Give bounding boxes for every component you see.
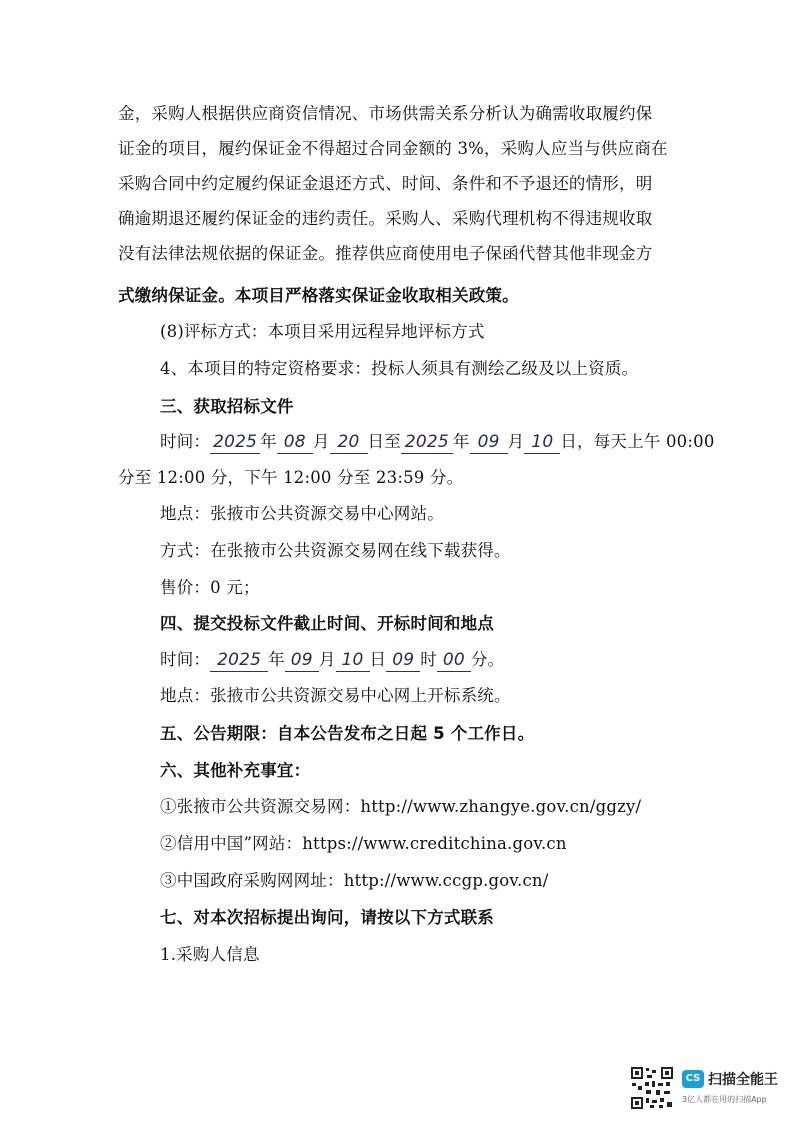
- paragraph-line-2: 证金的项目，履约保证金不得超过合同金额的 3%，采购人应当与供应商在: [118, 139, 668, 158]
- section3-price: 售价：0 元；: [160, 578, 260, 597]
- month-char: 月: [318, 650, 336, 669]
- paragraph-line-3: 采购合同中约定履约保证金退还方式、时间、条件和不予退还的情形，明: [118, 174, 653, 193]
- link-ccgp[interactable]: ③中国政府采购网网址：http://www.ccgp.gov.cn/: [160, 871, 549, 890]
- paragraph-line-6: 式缴纳保证金。本项目严格落实保证金收取相关政策。: [118, 286, 519, 305]
- handwritten-day: 10: [336, 650, 370, 670]
- time-tail: 日，每天上午 00:00: [560, 432, 715, 451]
- paragraph-line-4: 确逾期退还履约保证金的违约责任。采购人、采购代理机构不得违规收取: [118, 209, 653, 228]
- paragraph-line-1: 金，采购人根据供应商资信情况、市场供需关系分析认为确需收取履约保: [118, 104, 653, 123]
- year-char: 年: [452, 432, 470, 451]
- hour-char: 时: [420, 650, 437, 669]
- time-label: 时间：: [160, 432, 211, 451]
- qualification-requirement: 4、本项目的特定资格要求：投标人须具有测绘乙级及以上资质。: [160, 359, 639, 378]
- purchaser-info-heading: 1.采购人信息: [160, 945, 260, 964]
- handwritten-month: 09: [285, 650, 319, 670]
- brand-name: 扫描全能王: [708, 1072, 778, 1088]
- handwritten-start-month: 08: [277, 432, 313, 452]
- section3-place: 地点：张掖市公共资源交易中心网站。: [160, 504, 444, 523]
- handwritten-start-day: 20: [330, 432, 368, 452]
- month-char: 月: [312, 432, 330, 451]
- day-to-text: 日至: [367, 432, 401, 451]
- handwritten-end-month: 09: [470, 432, 508, 452]
- evaluation-method: (8)评标方式：本项目采用远程异地评标方式: [160, 322, 485, 341]
- time-label: 时间：: [160, 650, 211, 669]
- section5-heading: 五、公告期限：自本公告发布之日起 5 个工作日。: [160, 724, 535, 743]
- section3-time-line: [160, 428, 715, 452]
- minute-char: 分。: [470, 650, 505, 669]
- scanner-watermark: [630, 1066, 780, 1110]
- handwritten-hour: 09: [386, 650, 420, 670]
- section3-heading: 三、获取招标文件: [160, 397, 294, 416]
- year-char: 年: [268, 650, 285, 669]
- link-zhangye-ggzy[interactable]: ①张掖市公共资源交易网：http://www.zhangye.gov.cn/ggzy/: [160, 797, 642, 816]
- section3-time-line-2: 分至 12:00 分，下午 12:00 分至 23:59 分。: [118, 468, 464, 487]
- section4-heading: 四、提交投标文件截止时间、开标时间和地点: [160, 614, 494, 633]
- camscanner-logo-icon: CS: [682, 1070, 704, 1088]
- handwritten-end-year: 2025: [401, 432, 453, 452]
- section6-heading: 六、其他补充事宜：: [160, 761, 311, 780]
- section4-time-line: [160, 646, 504, 670]
- section7-heading: 七、对本次招标提出询问，请按以下方式联系: [160, 908, 494, 927]
- handwritten-end-day: 10: [524, 432, 560, 452]
- month-char: 月: [507, 432, 525, 451]
- brand-slogan: 3亿人都在用的扫描App: [682, 1095, 767, 1104]
- year-char: 年: [260, 432, 277, 451]
- section4-place: 地点：张掖市公共资源交易中心网上开标系统。: [160, 686, 511, 705]
- handwritten-year: 2025: [210, 650, 268, 670]
- paragraph-line-5: 没有法律法规依据的保证金。推荐供应商使用电子保函代替其他非现金方: [118, 244, 653, 263]
- handwritten-minute: 00: [437, 650, 471, 670]
- day-char: 日: [369, 650, 387, 669]
- section3-method: 方式：在张掖市公共资源交易网在线下载获得。: [160, 541, 511, 560]
- handwritten-start-year: 2025: [210, 432, 260, 452]
- link-creditchina[interactable]: ②信用中国”网站：https://www.creditchina.gov.cn: [160, 834, 567, 853]
- qr-code-icon: [630, 1066, 674, 1110]
